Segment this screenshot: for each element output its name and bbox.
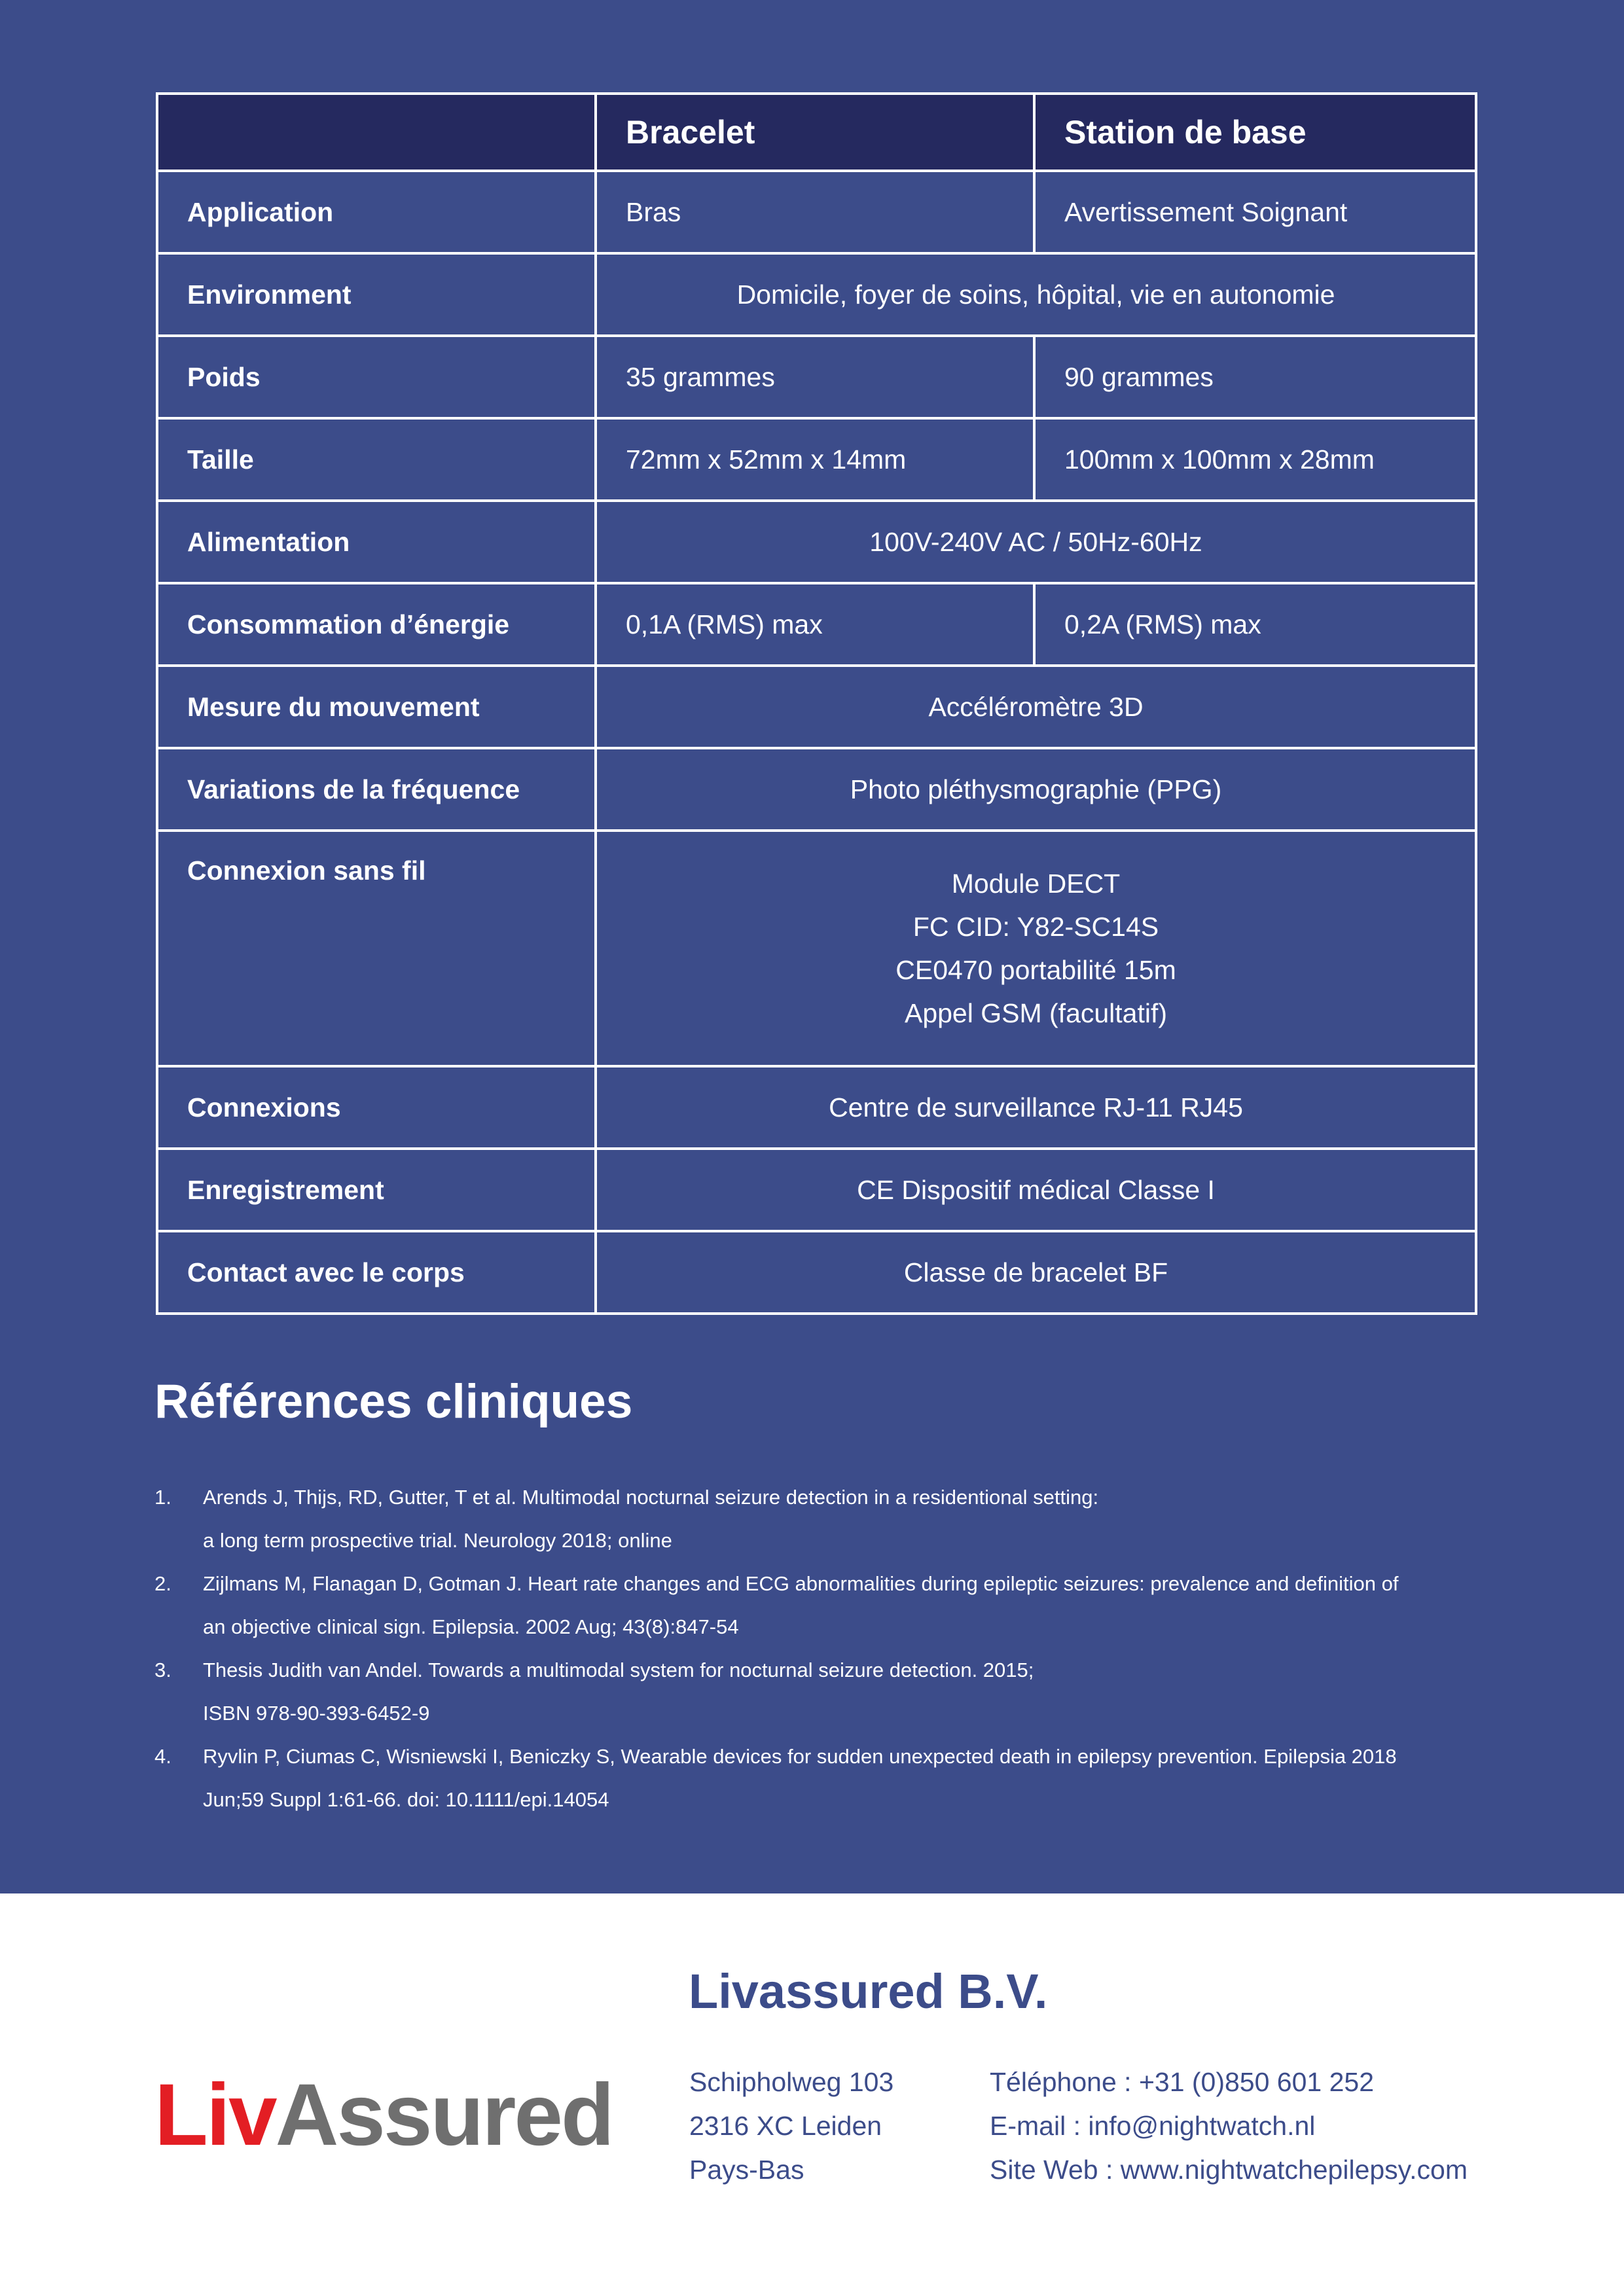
reference-item <box>154 1562 1483 1649</box>
reference-item <box>154 1476 1483 1562</box>
phone-line: Téléphone : +31 (0)850 601 252 <box>990 2067 1374 2097</box>
reference-number: 2. <box>154 1572 171 1595</box>
livassured-logo <box>154 2065 613 2165</box>
bracelet-value: 72mm x 52mm x 14mm <box>596 418 1034 501</box>
reference-number: 4. <box>154 1745 171 1768</box>
base-value: 0,2A (RMS) max <box>1034 583 1476 666</box>
reference-line: Ryvlin P, Ciumas C, Wisniewski I, Beniczky S, Wearable devices for sudden unexpected death in epilepsy prevention. Epilepsia 2018 <box>203 1745 1397 1768</box>
email-line: E-mail : info@nightwatch.nl <box>990 2111 1316 2141</box>
table-row <box>157 336 1476 418</box>
bracelet-value: Bras <box>596 171 1034 253</box>
reference-line: ISBN 978-90-393-6452-9 <box>203 1702 430 1725</box>
row-label: Mesure du mouvement <box>157 666 596 748</box>
bracelet-value: 35 grammes <box>596 336 1034 418</box>
header-bracelet: Bracelet <box>596 94 1034 171</box>
table-row <box>157 1149 1476 1231</box>
base-value: 100mm x 100mm x 28mm <box>1034 418 1476 501</box>
logo-liv: Liv <box>154 2066 276 2164</box>
website-line: Site Web : www.nightwatchepilepsy.com <box>990 2155 1468 2185</box>
row-label: Connexions <box>157 1066 596 1149</box>
row-label: Alimentation <box>157 501 596 583</box>
bracelet-value: 0,1A (RMS) max <box>596 583 1034 666</box>
reference-number: 3. <box>154 1659 171 1681</box>
reference-line: Thesis Judith van Andel. Towards a multimodal system for nocturnal seizure detection. 2015; <box>203 1659 1034 1681</box>
table-row <box>157 666 1476 748</box>
reference-item <box>154 1735 1483 1821</box>
row-label: Connexion sans fil <box>157 831 596 1066</box>
reference-line: Zijlmans M, Flanagan D, Gotman J. Heart rate changes and ECG abnormalities during epileptic seizures: prevalence and definition of <box>203 1572 1399 1595</box>
row-label: Enregistrement <box>157 1149 596 1231</box>
shared-value: Classe de bracelet BF <box>596 1231 1476 1314</box>
shared-value: CE Dispositif médical Classe I <box>596 1149 1476 1231</box>
company-name: Livassured B.V. <box>689 1964 1048 2018</box>
specifications-table <box>156 92 1477 1315</box>
shared-value: Centre de surveillance RJ-11 RJ45 <box>596 1066 1476 1149</box>
row-label: Poids <box>157 336 596 418</box>
shared-value: Domicile, foyer de soins, hôpital, vie en autonomie <box>596 253 1476 336</box>
table-row <box>157 583 1476 666</box>
header-empty-cell <box>157 94 596 171</box>
reference-number: 1. <box>154 1486 171 1509</box>
table-row <box>157 1066 1476 1149</box>
wireless-line: CE0470 portabilité 15m <box>895 955 1176 985</box>
row-label: Contact avec le corps <box>157 1231 596 1314</box>
reference-line: Arends J, Thijs, RD, Gutter, T et al. Multimodal nocturnal seizure detection in a residentional setting: <box>203 1486 1099 1509</box>
table-row <box>157 1231 1476 1314</box>
header-station-de-base: Station de base <box>1034 94 1476 171</box>
table-row <box>157 831 1476 1066</box>
reference-line: Jun;59 Suppl 1:61-66. doi: 10.1111/epi.14054 <box>203 1788 609 1811</box>
table-row <box>157 501 1476 583</box>
table-row <box>157 171 1476 253</box>
wireless-line: Module DECT <box>951 869 1121 899</box>
row-label: Taille <box>157 418 596 501</box>
shared-value: Photo pléthysmographie (PPG) <box>596 748 1476 831</box>
table-row <box>157 253 1476 336</box>
row-label: Environment <box>157 253 596 336</box>
wireless-line: Appel GSM (facultatif) <box>904 998 1168 1028</box>
table-row <box>157 748 1476 831</box>
reference-item <box>154 1649 1483 1735</box>
base-value: 90 grammes <box>1034 336 1476 418</box>
row-label: Consommation d’énergie <box>157 583 596 666</box>
table-row <box>157 418 1476 501</box>
base-value: Avertissement Soignant <box>1034 171 1476 253</box>
row-label: Application <box>157 171 596 253</box>
reference-line: an objective clinical sign. Epilepsia. 2002 Aug; 43(8):847-54 <box>203 1615 739 1638</box>
wireless-line: FC CID: Y82-SC14S <box>912 912 1159 942</box>
address-line: Pays-Bas <box>689 2155 804 2185</box>
row-label: Variations de la fréquence <box>157 748 596 831</box>
address-line: Schipholweg 103 <box>689 2067 894 2097</box>
reference-line: a long term prospective trial. Neurology 2018; online <box>203 1529 672 1552</box>
contact-info <box>990 2060 1468 2192</box>
logo-assured: Assured <box>275 2066 613 2164</box>
references-list <box>154 1476 1483 1821</box>
postal-address <box>689 2060 893 2192</box>
address-line: 2316 XC Leiden <box>689 2111 882 2141</box>
shared-value: 100V-240V AC / 50Hz-60Hz <box>596 501 1476 583</box>
table-header-row <box>157 94 1476 171</box>
shared-value: Accéléromètre 3D <box>596 666 1476 748</box>
shared-value-multiline <box>596 831 1476 1066</box>
references-heading: Références cliniques <box>154 1375 633 1428</box>
